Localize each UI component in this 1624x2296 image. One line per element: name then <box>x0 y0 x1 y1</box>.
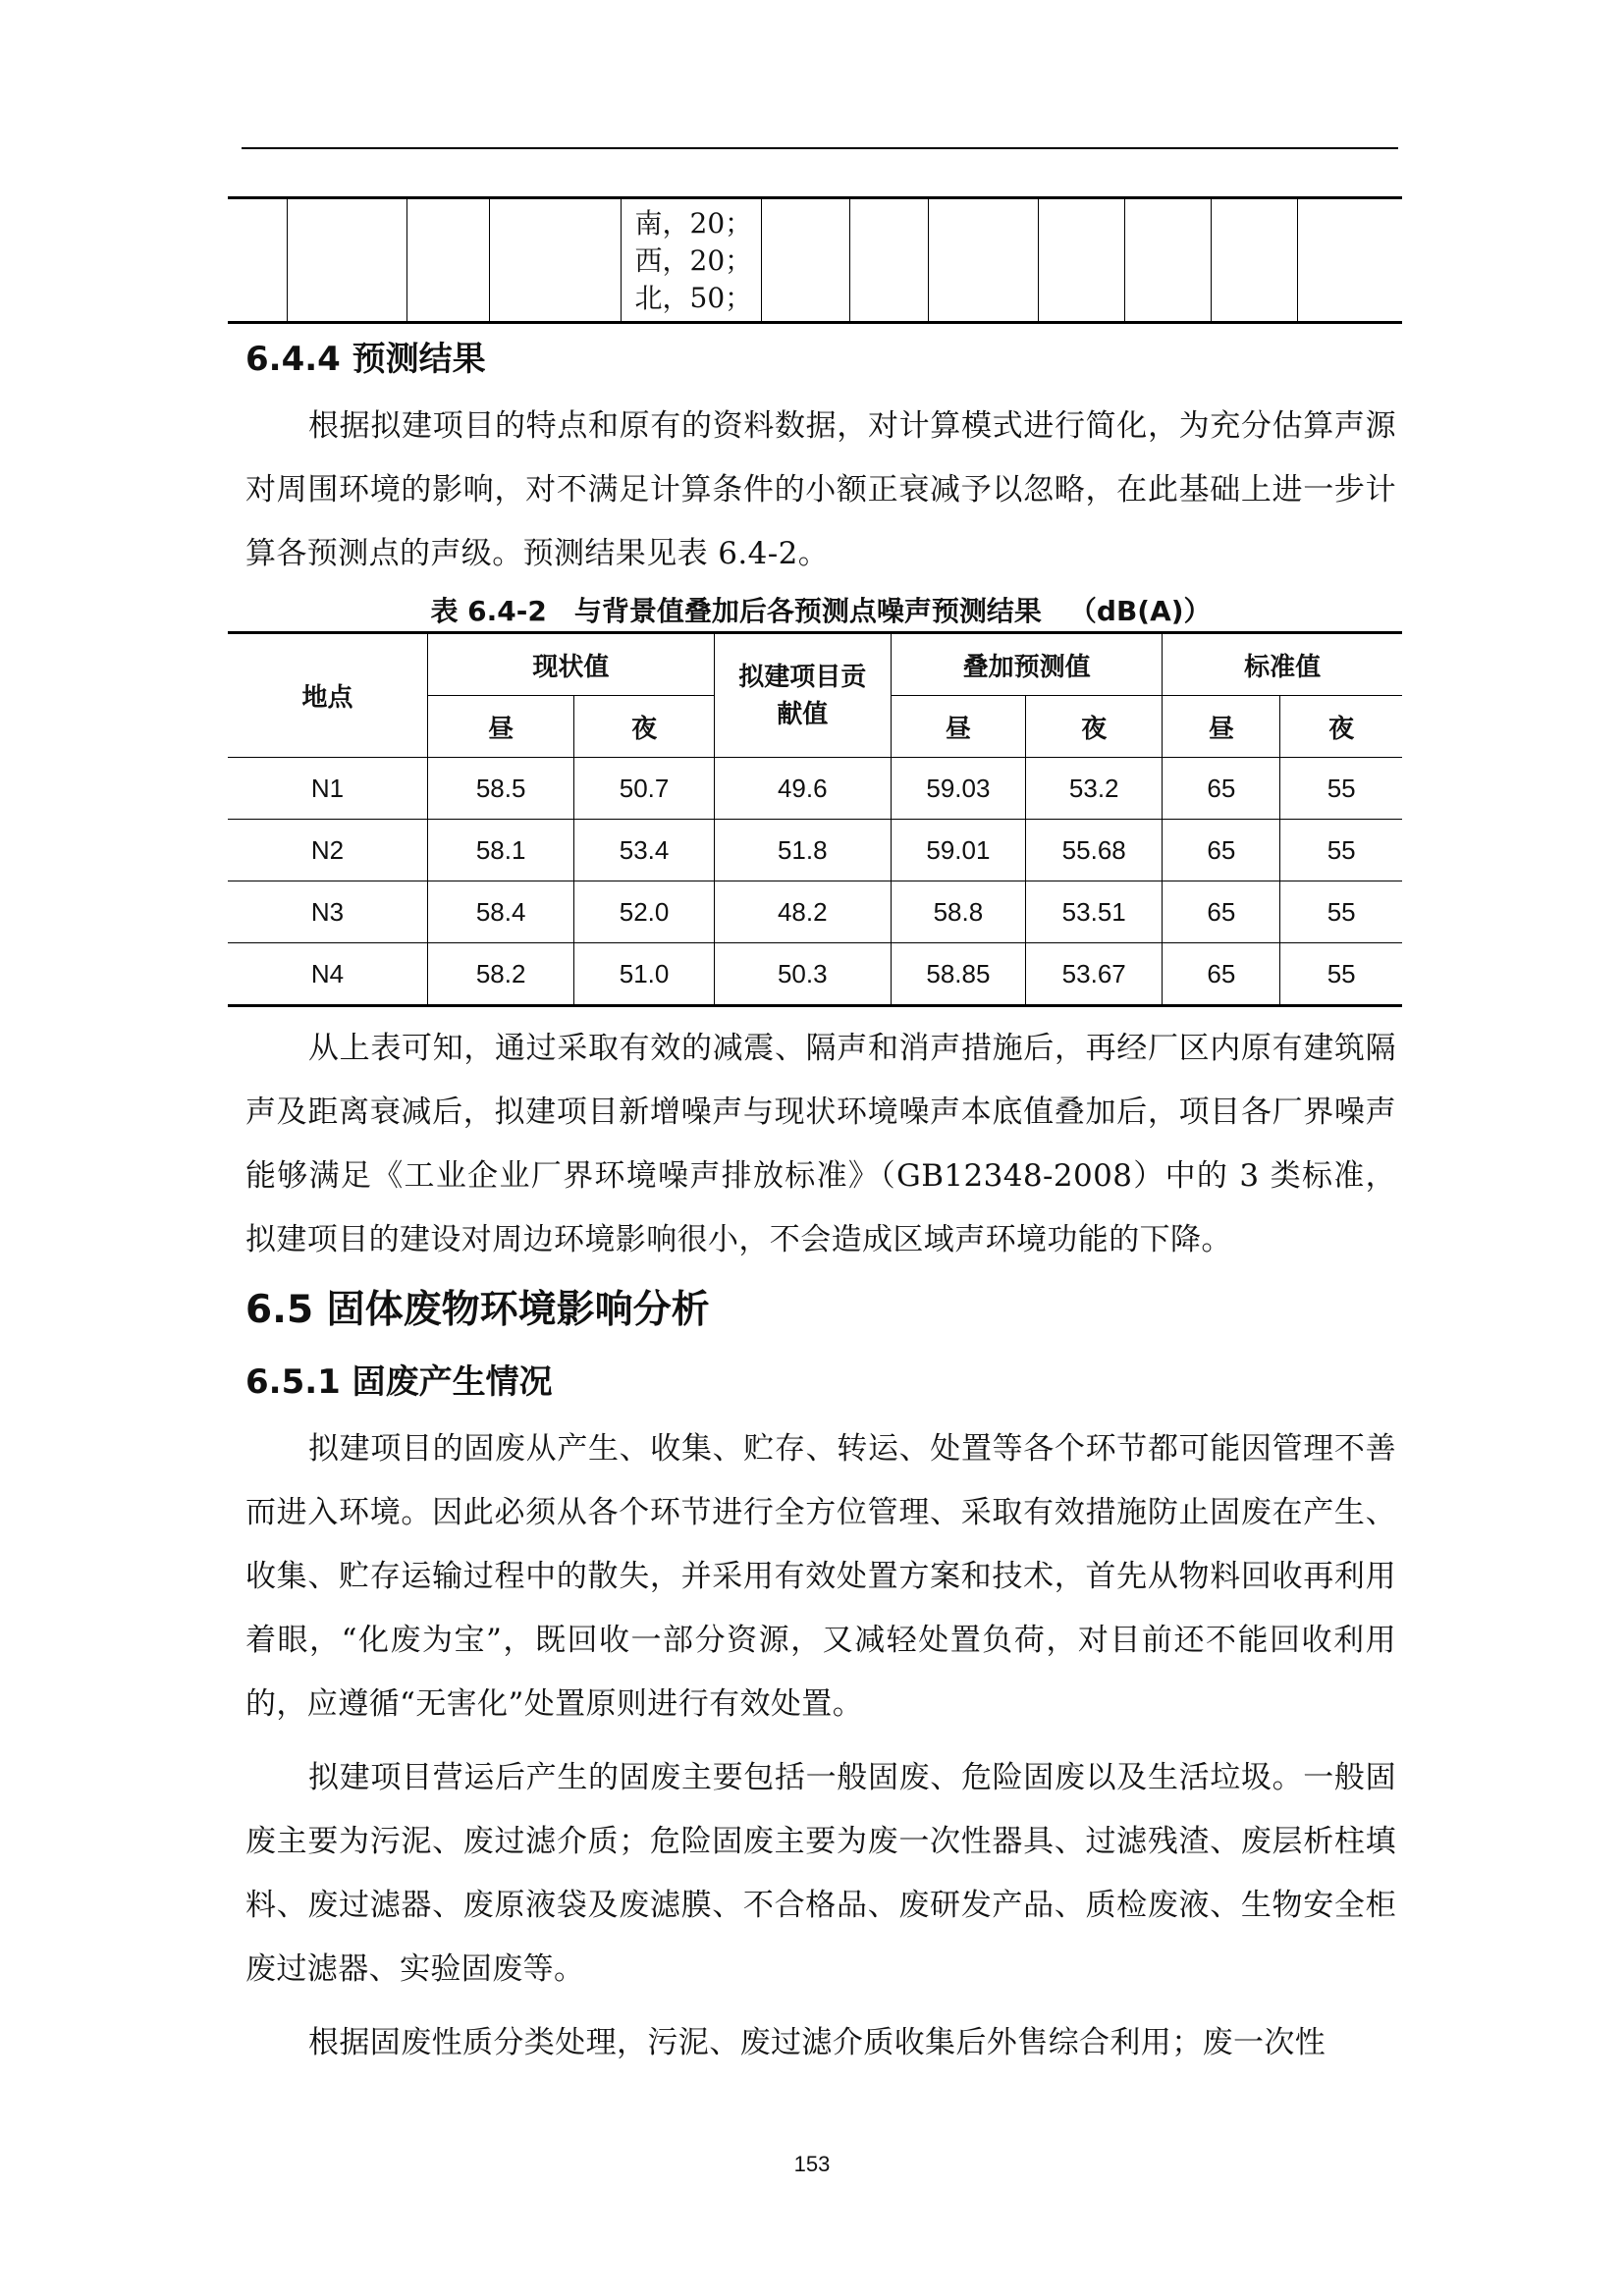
cell-current-day: 58.1 <box>427 820 573 881</box>
cell-standard-night: 55 <box>1280 758 1402 820</box>
header-current-day: 昼 <box>427 696 573 758</box>
cell-contribution: 49.6 <box>714 758 891 820</box>
cell-standard-night: 55 <box>1280 820 1402 881</box>
cell-standard-day: 65 <box>1163 758 1280 820</box>
section-heading-6-5: 6.5 固体废物环境影响分析 <box>245 1288 710 1332</box>
header-combined-day: 昼 <box>891 696 1025 758</box>
header-combined: 叠加预测值 <box>891 633 1163 696</box>
header-rule <box>242 147 1398 149</box>
cell-combined-day: 58.85 <box>891 943 1025 1006</box>
continuation-table <box>228 196 1402 324</box>
section-heading-6-5-1: 6.5.1 固废产生情况 <box>245 1362 553 1402</box>
table-row <box>228 943 1402 1006</box>
cell-current-day: 58.5 <box>427 758 573 820</box>
cell-standard-day: 65 <box>1163 881 1280 943</box>
section-heading-6-4-4: 6.4.4 预测结果 <box>245 340 486 379</box>
header-standard-day: 昼 <box>1163 696 1280 758</box>
cell-current-night: 50.7 <box>574 758 714 820</box>
paragraph-prediction: 根据拟建项目的特点和原有的资料数据，对计算模式进行简化，为充分估算声源对周围环境的影响，对不满足计算条件的小额正衰减予以忽略，在此基础上进一步计算各预测点的声级。预测结果见表 6.4-2。 <box>245 408 1396 571</box>
header-combined-night: 夜 <box>1026 696 1163 758</box>
cell-contribution: 50.3 <box>714 943 891 1006</box>
table-row <box>228 820 1402 881</box>
cell-combined-day: 59.03 <box>891 758 1025 820</box>
table-row <box>228 881 1402 943</box>
header-contribution: 拟建项目贡献值 <box>714 633 891 758</box>
cell-contribution: 51.8 <box>714 820 891 881</box>
direction-distance-cell <box>621 198 761 323</box>
cell-standard-night: 55 <box>1280 943 1402 1006</box>
direction-line: 南，20； <box>634 207 753 240</box>
table-caption-unit: （dB(A)） <box>1068 595 1212 627</box>
cell-current-night: 53.4 <box>574 820 714 881</box>
paragraph-conclusion: 从上表可知，通过采取有效的减震、隔声和消声措施后，再经厂区内原有建筑隔声及距离衰减后，拟建项目新增噪声与现状环境噪声本底值叠加后，项目各厂界噪声能够满足《工业企业厂界环境噪声排放标准》（GB12348-2008）中的 3 类标准，拟建项目的建设对周边环境影响很小，不会造成区域声环境功能的下降。 <box>245 1031 1396 1257</box>
cell-combined-night: 53.67 <box>1026 943 1163 1006</box>
cell-location: N4 <box>228 943 427 1006</box>
cell-current-day: 58.2 <box>427 943 573 1006</box>
cell-combined-night: 53.51 <box>1026 881 1163 943</box>
noise-prediction-table <box>228 631 1402 1007</box>
cell-current-night: 51.0 <box>574 943 714 1006</box>
table-caption-title: 表 6.4-2 与背景值叠加后各预测点噪声预测结果 <box>430 595 1042 627</box>
cell-current-day: 58.4 <box>427 881 573 943</box>
header-current: 现状值 <box>427 633 714 696</box>
cell-contribution: 48.2 <box>714 881 891 943</box>
cell-location: N1 <box>228 758 427 820</box>
table-header-row <box>228 633 1402 696</box>
cell-combined-night: 55.68 <box>1026 820 1163 881</box>
paragraph-solid-waste-treatment: 根据固废性质分类处理，污泥、废过滤介质收集后外售综合利用；废一次性 <box>308 2025 1326 2060</box>
header-standard-night: 夜 <box>1280 696 1402 758</box>
header-standard: 标准值 <box>1163 633 1402 696</box>
page-number: 153 <box>793 2152 831 2176</box>
cell-location: N3 <box>228 881 427 943</box>
table-caption <box>245 592 1396 631</box>
paragraph-solid-waste-management: 拟建项目的固废从产生、收集、贮存、转运、处置等各个环节都可能因管理不善而进入环境。因此必须从各个环节进行全方位管理、采取有效措施防止固废在产生、收集、贮存运输过程中的散失，并采用有效处置方案和技术，首先从物料回收再利用着眼，“化废为宝”，既回收一部分资源，又减轻处置负荷，对目前还不能回收利用的，应遵循“无害化”处置原则进行有效处置。 <box>245 1431 1396 1722</box>
header-location: 地点 <box>228 633 427 758</box>
cell-standard-night: 55 <box>1280 881 1402 943</box>
direction-line: 西，20； <box>634 244 753 277</box>
table-row <box>228 758 1402 820</box>
table-row <box>228 198 1402 323</box>
header-current-night: 夜 <box>574 696 714 758</box>
cell-combined-day: 58.8 <box>891 881 1025 943</box>
direction-line: 北，50； <box>634 282 753 314</box>
cell-standard-day: 65 <box>1163 820 1280 881</box>
cell-location: N2 <box>228 820 427 881</box>
page-content <box>245 334 1396 2075</box>
cell-current-night: 52.0 <box>574 881 714 943</box>
cell-combined-night: 53.2 <box>1026 758 1163 820</box>
paragraph-solid-waste-types: 拟建项目营运后产生的固废主要包括一般固废、危险固废以及生活垃圾。一般固废主要为污泥、废过滤介质；危险固废主要为废一次性器具、过滤残渣、废层析柱填料、废过滤器、废原液袋及废滤膜、不合格品、废研发产品、质检废液、生物安全柜废过滤器、实验固废等。 <box>245 1760 1396 1987</box>
cell-combined-day: 59.01 <box>891 820 1025 881</box>
cell-standard-day: 65 <box>1163 943 1280 1006</box>
